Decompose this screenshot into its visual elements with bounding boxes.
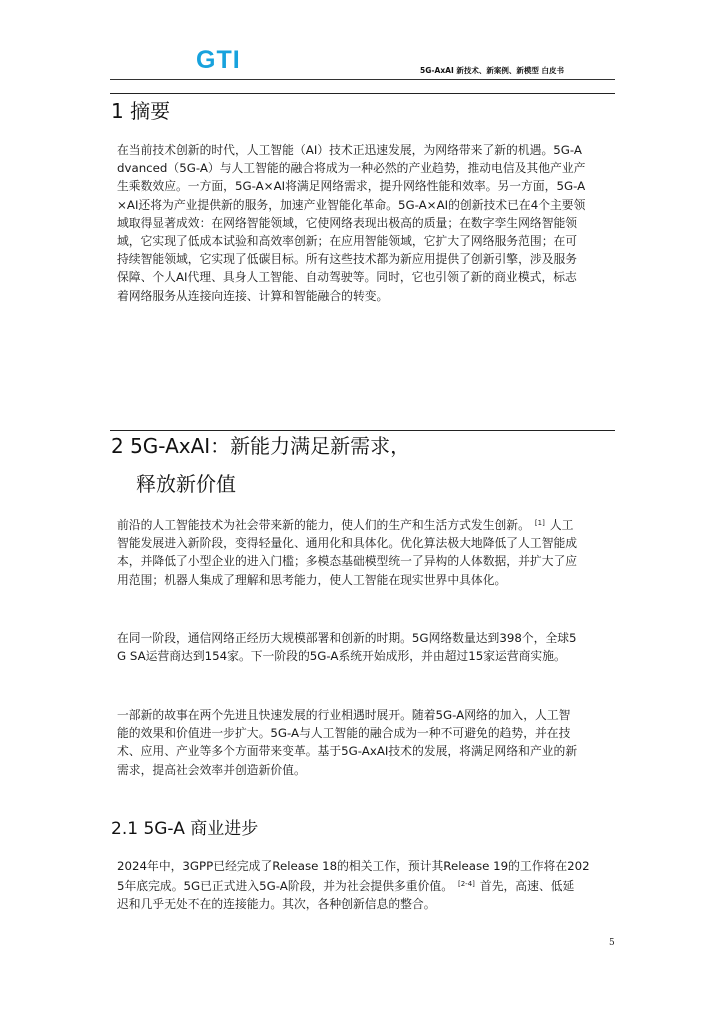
text-line: 术、应用、产业等多个方面带来变革。基于5G-AxAI技术的发展，将满足网络和产业的新: [117, 744, 578, 759]
text-line: 持续智能领域，它实现了低碳目标。所有这些技术都为新应用提供了创新引擎，涉及服务: [117, 252, 578, 267]
text-line: G SA运营商达到154家。下一阶段的5G-A系统开始成形，并由超过15家运营商实施。: [117, 649, 566, 664]
text-span: 人工: [549, 518, 574, 532]
section-2-paragraph-1: [117, 514, 617, 589]
text-span: 首先，高速、低延: [479, 879, 575, 894]
section-1-divider: [110, 93, 615, 94]
page-number: 5: [609, 938, 615, 948]
section-2-heading-line-2: 释放新价值: [136, 472, 236, 496]
text-line: [117, 875, 617, 895]
text-line: 2024年中，3GPP已经完成了Release 18的相关工作，预计其Release 19的工作将在202: [117, 859, 590, 873]
text-line: 着网络服务从连接向连接、计算和智能融合的转变。: [117, 288, 389, 303]
text-line: 用范围；机器人集成了理解和思考能力，使人工智能在现实世界中具体化。: [117, 572, 507, 587]
text-line: 域，它实现了低成本试验和高效率创新；在应用智能领域，它扩大了网络服务范围；在可: [117, 234, 578, 249]
gti-logo: GTI: [196, 46, 241, 74]
text-line: 一部新的故事在两个先进且快速发展的行业相遇时展开。随着5G-A网络的加入，人工智: [117, 708, 571, 722]
text-line: 迟和几乎无处不在的连接能力。其次，各种创新信息的整合。: [117, 897, 436, 912]
section-2-1-heading: 2.1 5G-A 商业进步: [111, 819, 259, 839]
section-1-paragraph: [117, 141, 617, 305]
text-line: 智能发展进入新阶段，变得轻量化、通用化和具体化。优化算法极大地降低了人工智能成: [117, 536, 578, 551]
section-2-heading: [111, 436, 410, 494]
text-line: dvanced（5G-A）与人工智能的融合将成为一种必然的产业趋势，推动电信及其他产业产: [117, 161, 586, 176]
text-span: 5年底完成。5G已正式进入5G-A阶段，并为社会提供多重价值。: [117, 879, 453, 894]
text-line: 生乘数效应。一方面，5G-A×AI将满足网络需求，提升网络性能和效率。另一方面，5G-A: [117, 179, 586, 194]
text-line: 在当前技术创新的时代，人工智能（AI）技术正迅速发展，为网络带来了新的机遇。5G-A: [117, 143, 582, 157]
text-line: 本，并降低了小型企业的进入门槛；多模态基础模型统一了异构的人体数据，并扩大了应: [117, 554, 578, 569]
section-2-paragraph-3: [117, 706, 617, 779]
text-line: ×AI还将为产业提供新的服务，加速产业智能化革命。5G-A×AI的创新技术已在4个主要领: [117, 197, 586, 212]
section-2-1-paragraph: [117, 857, 617, 914]
section-2-heading-line-1: 2 5G-AxAI：新能力满足新需求，: [111, 434, 411, 458]
citation-ref[interactable]: [1]: [534, 519, 545, 527]
text-line: [117, 514, 617, 534]
citation-ref[interactable]: [2-4]: [458, 880, 475, 889]
section-2-paragraph-2: [117, 629, 617, 665]
text-span: 前沿的人工智能技术为社会带来新的能力，使人们的生产和生活方式发生创新。: [117, 518, 530, 532]
text-line: 域取得显著成效：在网络智能领域，它使网络表现出极高的质量；在数字孪生网络智能领: [117, 215, 578, 230]
text-line: 在同一阶段，通信网络正经历大规模部署和创新的时期。5G网络数量达到398个，全球5: [117, 631, 577, 645]
document-title: 5G-AxAI 新技术、新案例、新模型 白皮书: [420, 66, 564, 75]
header-divider: [110, 79, 615, 80]
text-line: 保障、个人AI代理、具身人工智能、自动驾驶等。同时，它也引领了新的商业模式，标志: [117, 270, 577, 285]
section-1-heading: 1 摘要: [111, 99, 171, 123]
section-2-divider: [110, 430, 615, 431]
text-line: 需求，提高社会效率并创造新价值。: [117, 762, 306, 777]
text-line: 能的效果和价值进一步扩大。5G-A与人工智能的融合成为一种不可避免的趋势，并在技: [117, 726, 571, 741]
